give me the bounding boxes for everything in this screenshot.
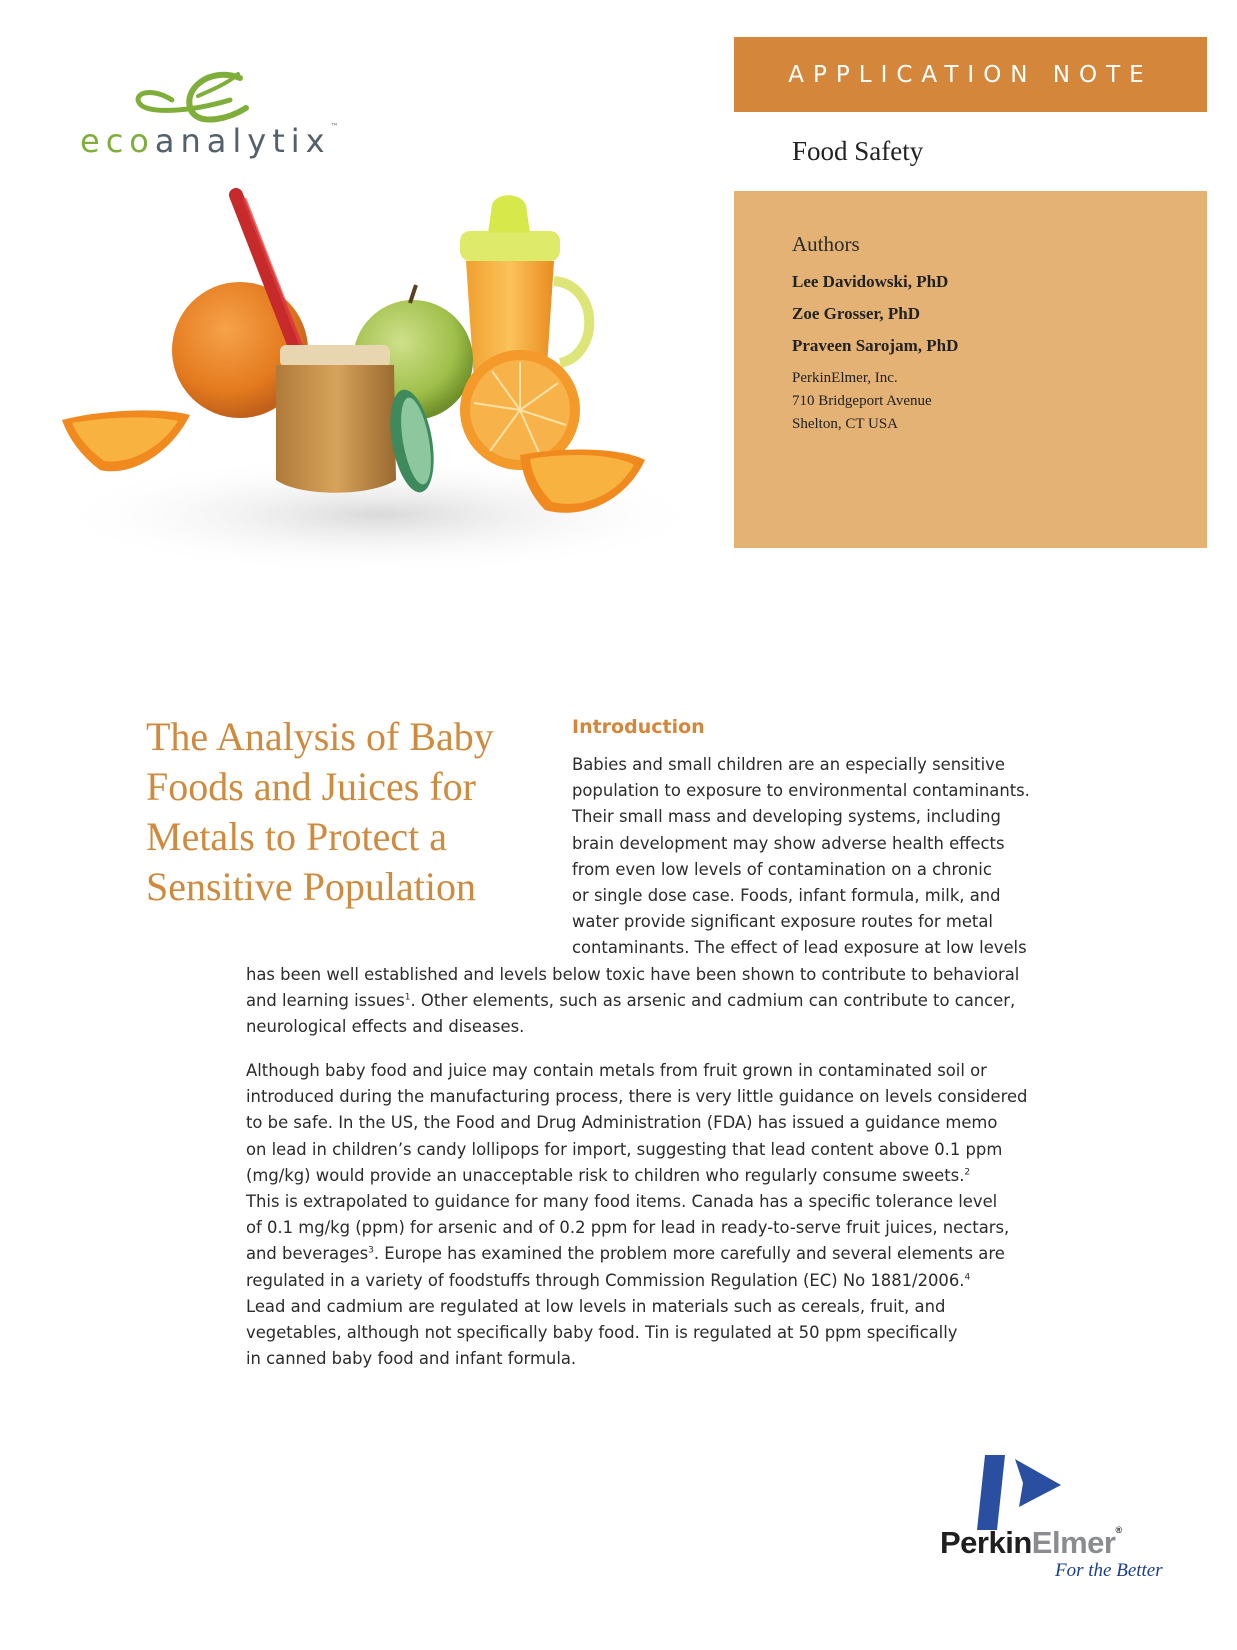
perkinelmer-tagline: For the Better <box>1055 1560 1163 1581</box>
text-segment: (mg/kg) would provide an unacceptable risk to children who regularly consume sweets. <box>246 1165 965 1185</box>
text-line <box>246 1163 1046 1189</box>
wordmark-perkin: Perkin <box>940 1525 1032 1560</box>
ecoanalytix-wordmark <box>80 122 339 160</box>
wordmark-elmer: Elmer <box>1031 1525 1116 1560</box>
text-segment: regulated in a variety of foodstuffs through Commission Regulation (EC) No 1881/2006. <box>246 1270 965 1290</box>
author-name: Lee Davidowski, PhD <box>792 272 949 291</box>
text-line <box>246 988 1046 1014</box>
text-line: Lead and cadmium are regulated at low levels in materials such as cereals, fruit, and <box>246 1296 946 1316</box>
text-line <box>246 1268 1046 1294</box>
text-line: to be safe. In the US, the Food and Drug Administration (FDA) has issued a guidance memo <box>246 1113 998 1133</box>
application-note-band <box>734 37 1207 112</box>
title-line: Sensitive Population <box>146 864 476 909</box>
text-segment: . Other elements, such as arsenic and cadmium can contribute to cancer, <box>410 991 1016 1011</box>
author-name: Praveen Sarojam, PhD <box>792 336 959 355</box>
article-title <box>146 712 536 912</box>
address-line: Shelton, CT USA <box>792 416 898 432</box>
title-line: The Analysis of Baby <box>146 714 494 759</box>
text-line: Their small mass and developing systems, including <box>572 807 1001 827</box>
text-line <box>246 1241 1046 1267</box>
text-line: on lead in children’s candy lollipops for import, suggesting that lead content above 0.1 ppm <box>246 1139 1003 1159</box>
text-line: Babies and small children are an especially sensitive <box>572 755 1005 774</box>
introduction-heading: Introduction <box>572 716 705 738</box>
text-line: has been well established and levels below toxic have been shown to contribute to behavioral <box>246 965 1020 984</box>
footnote-ref: 2 <box>964 1167 971 1178</box>
title-line: Metals to Protect a <box>146 814 448 859</box>
authors-heading: Authors <box>792 232 860 256</box>
text-line: Although baby food and juice may contain metals from fruit grown in contaminated soil or <box>246 1061 987 1080</box>
registered-symbol: ® <box>1115 1525 1122 1535</box>
footnote-ref: 4 <box>964 1272 971 1283</box>
text-segment: and beverages <box>246 1244 369 1264</box>
text-segment: . Europe has examined the problem more carefully and several elements are <box>373 1244 1005 1264</box>
wordmark-analytix: analytix <box>154 122 331 160</box>
text-line: contaminants. The effect of lead exposure at low levels <box>572 938 1027 958</box>
text-line: vegetables, although not specifically baby food. Tin is regulated at 50 ppm specifically <box>246 1322 958 1342</box>
author-name: Zoe Grosser, PhD <box>792 304 920 323</box>
address-line: PerkinElmer, Inc. <box>792 370 898 386</box>
text-line: neurological effects and diseases. <box>246 1017 525 1037</box>
baby-food-illustration <box>40 185 730 585</box>
text-line: introduced during the manufacturing process, there is very little guidance on levels considered <box>246 1087 1028 1107</box>
address-line: 710 Bridgeport Avenue <box>792 393 932 409</box>
application-note-label: APPLICATION NOTE <box>788 61 1153 88</box>
perkinelmer-p-mark-icon <box>975 1455 1065 1530</box>
text-line: or single dose case. Foods, infant formula, milk, and <box>572 885 1001 905</box>
title-line: Foods and Juices for <box>146 764 476 809</box>
text-segment: and learning issues <box>246 991 405 1011</box>
intro-paragraph-column <box>572 752 1042 962</box>
text-line: This is extrapolated to guidance for many food items. Canada has a specific tolerance level <box>246 1191 998 1211</box>
trademark-symbol: ™ <box>330 122 339 131</box>
footnote-ref: 3 <box>368 1245 374 1256</box>
category-label: Food Safety <box>792 136 924 166</box>
text-line: of 0.1 mg/kg (ppm) for arsenic and of 0.2 ppm for lead in ready-to-serve fruit juices, nectars, <box>246 1218 1010 1238</box>
text-line: water provide significant exposure routes for metal <box>572 912 993 932</box>
wordmark-eco: eco <box>80 122 155 160</box>
footnote-ref: 1 <box>404 992 411 1003</box>
text-line: in canned baby food and infant formula. <box>246 1349 577 1369</box>
text-line: from even low levels of contamination on a chronic <box>572 859 992 879</box>
text-line: population to exposure to environmental contaminants. <box>572 781 1030 801</box>
guidance-paragraph <box>246 1058 1046 1372</box>
text-line: brain development may show adverse health effects <box>572 833 1005 853</box>
perkinelmer-wordmark <box>940 1525 1122 1561</box>
intro-paragraph-continued <box>246 962 1046 1041</box>
